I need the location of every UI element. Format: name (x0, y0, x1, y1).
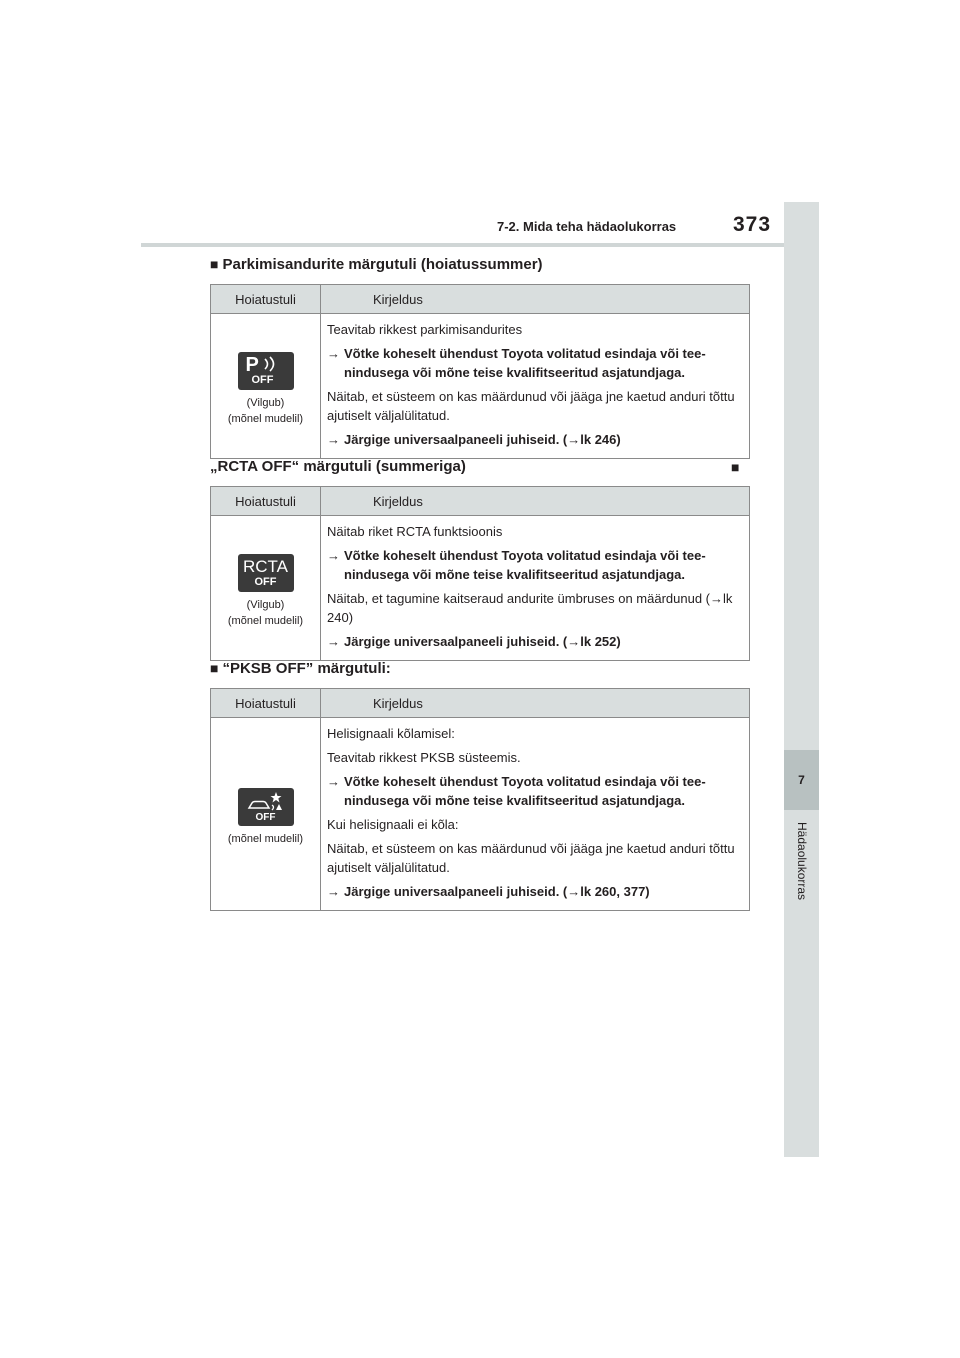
column-header-desc: Kirjeldus (321, 487, 750, 516)
header-rule (141, 243, 784, 247)
desc-text: Näitab, et süsteem on kas määrdunud või jääga jne kaetud anduri tõttu ajutiselt väljalülitatud. (327, 389, 735, 423)
desc-text: Näitab riket RCTA funktsioonis (327, 524, 503, 539)
icon-cell (211, 718, 321, 911)
parking-sensor-off-icon: P OFF (238, 352, 294, 390)
action-line: → Võtke koheselt ühendust Toyota volitatud esindaja või tee-nindusega või mõne teise kvalifitseeritud asjatundjaga. (327, 774, 706, 808)
column-header-desc: Kirjeldus (321, 689, 750, 718)
section-heading-pksb (210, 660, 391, 677)
description-cell (321, 516, 750, 661)
warning-table-rcta (210, 486, 750, 661)
chapter-number: 7 (784, 750, 819, 810)
description-cell (321, 314, 750, 459)
arrow-icon: → (327, 774, 340, 789)
icon-cell (211, 516, 321, 661)
arrow-icon: → (327, 548, 340, 563)
chapter-label: Hädaolukorras (795, 822, 809, 901)
desc-text: Teavitab rikkest parkimisandurites (327, 322, 523, 337)
desc-text: Teavitab rikkest PKSB süsteemis. (327, 750, 521, 765)
rcta-off-icon: RCTA OFF (238, 554, 294, 592)
section-heading-parking (210, 256, 543, 273)
description-cell (321, 718, 750, 911)
icon-caption-models: (mõnel mudelil) (227, 614, 304, 627)
arrow-icon: → (327, 432, 340, 447)
icon-caption-models: (mõnel mudelil) (227, 832, 304, 845)
desc-text: Helisignaali kõlamisel: (327, 726, 455, 741)
icon-caption-blinks: (Vilgub) (246, 396, 285, 409)
arrow-icon: → (327, 634, 340, 649)
desc-text: Näitab, et tagumine kaitseraud andurite ümbruses on määrdunud (→lk 240) (327, 591, 733, 625)
chapter-side-tab (784, 202, 819, 1157)
square-bullet-icon: ■ (210, 256, 219, 272)
heading-text: “PKSB OFF” märgutuli: (222, 660, 391, 677)
warning-table-parking (210, 284, 750, 459)
column-header-light: Hoiatustuli (211, 285, 321, 314)
action-line: → Järgige universaalpaneeli juhiseid. (→lk 246) (327, 432, 621, 447)
heading-text: Parkimisandurite märgutuli (hoiatussummer) (222, 256, 543, 273)
arrow-icon: → (327, 884, 340, 899)
icon-cell (211, 314, 321, 459)
square-bullet-icon: ■ (210, 660, 219, 676)
action-line: → Võtke koheselt ühendust Toyota volitatud esindaja või tee-nindusega või mõne teise kvalifitseeritud asjatundjaga. (327, 548, 706, 582)
action-line: → Järgige universaalpaneeli juhiseid. (→lk 252) (327, 634, 621, 649)
desc-text: Kui helisignaali ei kõla: (327, 817, 459, 832)
section-header-title: 7-2. Mida teha hädaolukorras (497, 219, 677, 234)
icon-caption-models: (mõnel mudelil) (227, 412, 304, 425)
section-heading-rcta: „RCTA OFF“ märgutuli (summeriga) (210, 458, 466, 475)
warning-table-pksb (210, 688, 750, 911)
action-line: → Järgige universaalpaneeli juhiseid. (→lk 260, 377) (327, 884, 650, 899)
page-number: 373 (733, 213, 772, 236)
action-line: → Võtke koheselt ühendust Toyota volitatud esindaja või tee-nindusega või mõne teise kvalifitseeritud asjatundjaga. (327, 346, 706, 380)
column-header-light: Hoiatustuli (211, 487, 321, 516)
arrow-icon: → (327, 346, 340, 361)
desc-text: Näitab, et süsteem on kas määrdunud või jääga jne kaetud anduri tõttu ajutiselt väljalülitatud. (327, 841, 735, 875)
pksb-off-icon: OFF (238, 788, 294, 826)
column-header-desc: Kirjeldus (321, 285, 750, 314)
column-header-light: Hoiatustuli (211, 689, 321, 718)
icon-caption-blinks: (Vilgub) (246, 598, 285, 611)
square-end-icon: ■ (731, 459, 740, 475)
